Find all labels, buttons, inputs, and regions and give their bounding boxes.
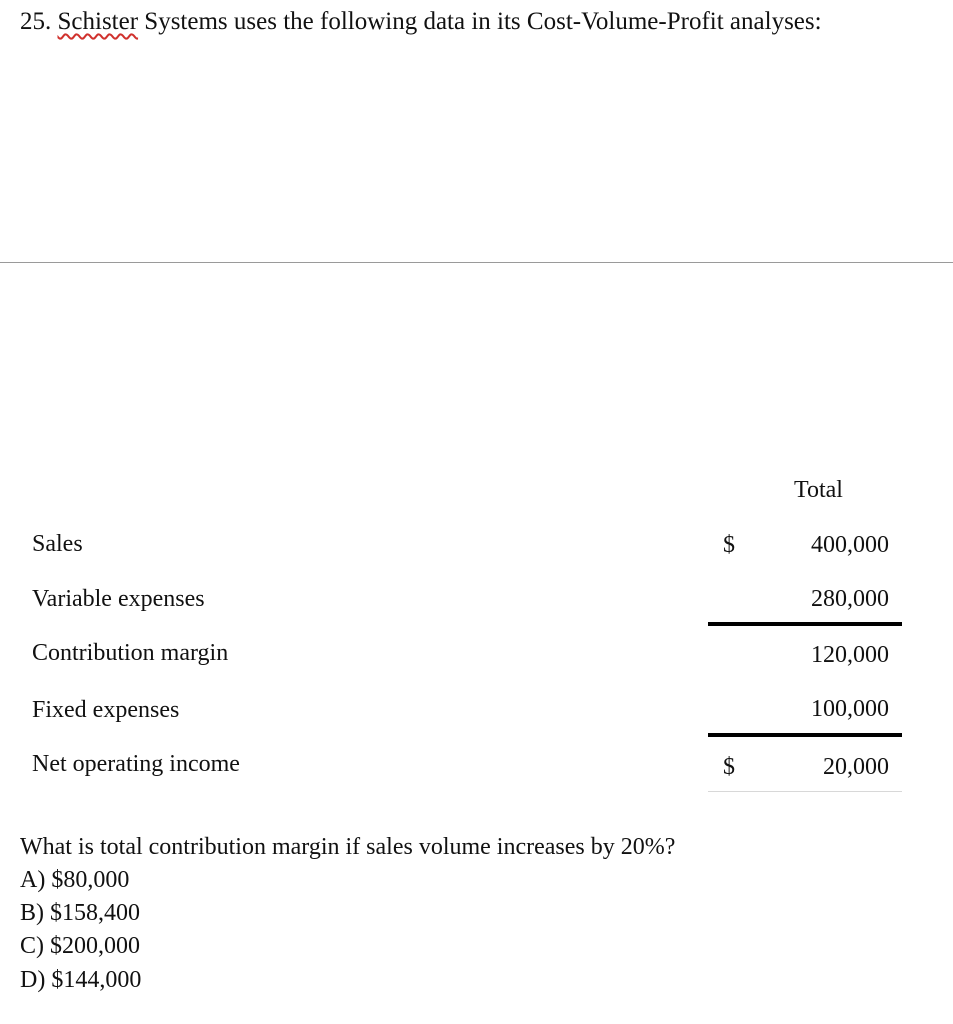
- column-header-total: Total: [794, 477, 843, 503]
- row-label-variable-expenses: Variable expenses: [32, 586, 205, 612]
- title-text: Systems uses the following data in its Cost-Volume-Profit analyses:: [144, 8, 822, 35]
- value-variable-expenses: 280,000: [811, 586, 889, 612]
- currency-sales: $: [723, 532, 735, 558]
- choice-d: D) $144,000: [20, 967, 142, 993]
- value-sales: 400,000: [811, 532, 889, 558]
- section-divider: [0, 262, 953, 263]
- total-rule: [708, 733, 902, 737]
- row-label-fixed-expenses: Fixed expenses: [32, 697, 180, 723]
- value-contribution-margin: 120,000: [811, 642, 889, 668]
- subtotal-rule: [708, 622, 902, 626]
- table-bottom-rule: [708, 791, 902, 792]
- choice-a: A) $80,000: [20, 867, 130, 893]
- row-label-net-operating-income: Net operating income: [32, 751, 240, 777]
- currency-net-operating-income: $: [723, 754, 735, 780]
- choice-c: C) $200,000: [20, 933, 140, 959]
- question-number: 25.: [20, 8, 52, 35]
- question-title: [20, 8, 822, 36]
- question-text: What is total contribution margin if sales volume increases by 20%?: [20, 834, 676, 860]
- row-label-sales: Sales: [32, 531, 83, 557]
- company-name: Schister: [57, 8, 139, 35]
- value-fixed-expenses: 100,000: [811, 696, 889, 722]
- row-label-contribution-margin: Contribution margin: [32, 640, 229, 666]
- value-net-operating-income: 20,000: [823, 754, 889, 780]
- choice-b: B) $158,400: [20, 900, 140, 926]
